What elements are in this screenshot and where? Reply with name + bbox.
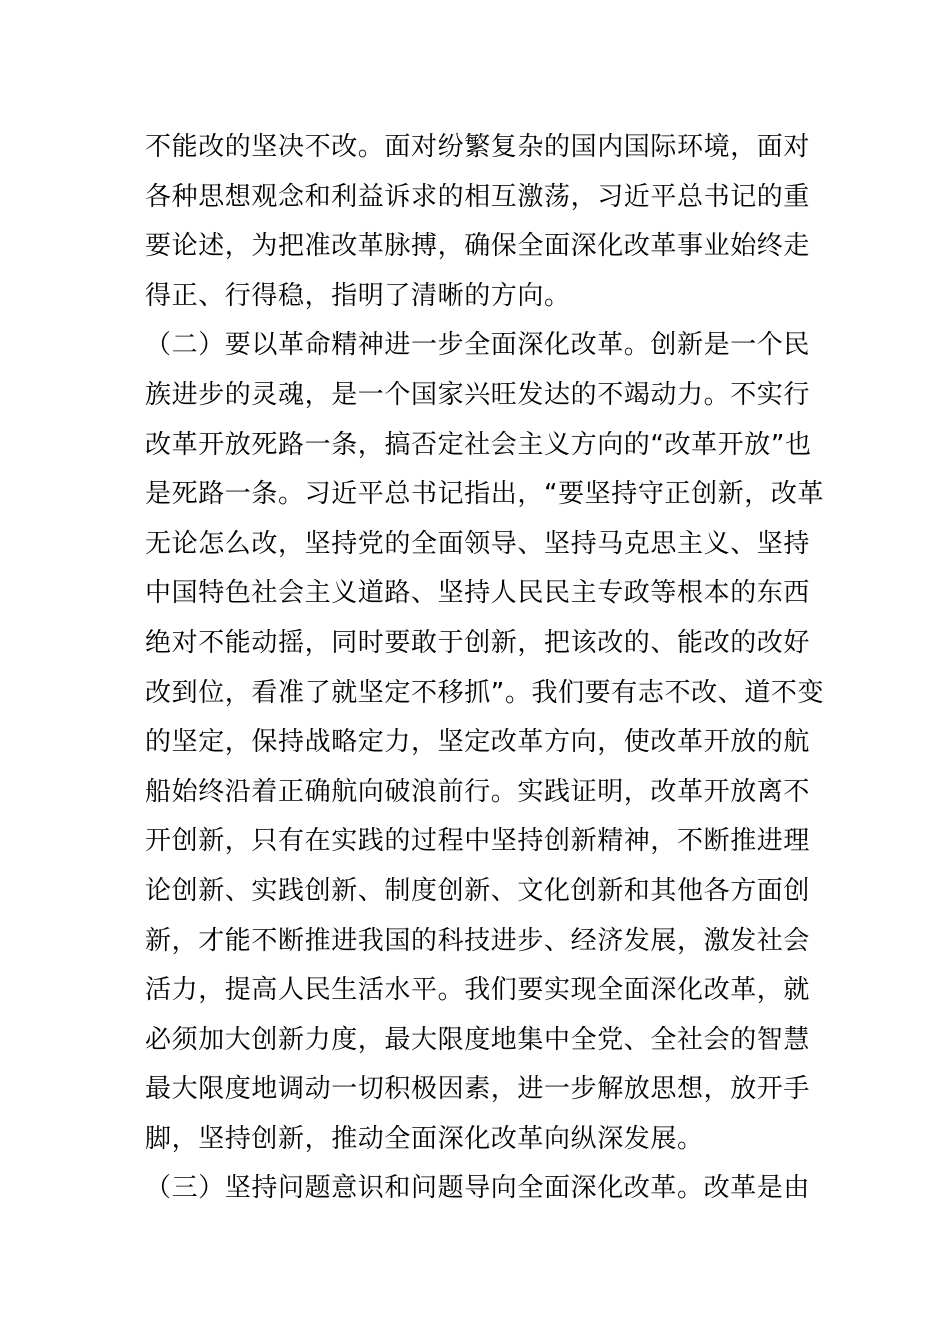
- text-line: 不能改的坚决不改。面对纷繁复杂的国内国际环境，面对: [145, 132, 811, 162]
- text-line: 的坚定，保持战略定力，坚定改革方向，使改革开放的航: [145, 727, 811, 758]
- text-line: 船始终沿着正确航向破浪前行。实践证明，改革开放离不: [145, 776, 811, 807]
- text-line: 得正、行得稳，指明了清晰的方向。: [145, 280, 571, 311]
- section-heading-line: （三）坚持问题意识和问题导向全面深化改革。改革是由: [145, 1173, 811, 1204]
- text-line: 族进步的灵魂，是一个国家兴旺发达的不竭动力。不实行: [145, 379, 811, 410]
- text-line: 各种思想观念和利益诉求的相互激荡，习近平总书记的重: [145, 181, 811, 212]
- text-line: 论创新、实践创新、制度创新、文化创新和其他各方面创: [145, 875, 811, 906]
- text-line: 脚，坚持创新，推动全面深化改革向纵深发展。: [145, 1123, 704, 1154]
- text-line: 必须加大创新力度，最大限度地集中全党、全社会的智慧: [145, 1024, 811, 1055]
- text-line: 要论述，为把准改革脉搏，确保全面深化改革事业始终走: [145, 231, 811, 262]
- text-line: 是死路一条。习近平总书记指出，“要坚持守正创新，改革: [145, 479, 825, 510]
- text-line: 无论怎么改，坚持党的全面领导、坚持马克思主义、坚持: [145, 528, 811, 559]
- text-line: 新，才能不断推进我国的科技进步、经济发展，激发社会: [145, 925, 811, 956]
- text-line: 改革开放死路一条，搞否定社会主义方向的“改革开放”也: [145, 429, 812, 460]
- text-line: 中国特色社会主义道路、坚持人民民主专政等根本的东西: [145, 578, 811, 609]
- text-line: 改到位，看准了就坚定不移抓”。我们要有志不改、道不变: [145, 677, 825, 708]
- text-line: 开创新，只有在实践的过程中坚持创新精神，不断推进理: [145, 826, 811, 857]
- text-line: 活力，提高人民生活水平。我们要实现全面深化改革，就: [145, 975, 811, 1006]
- section-heading-line: （二）要以革命精神进一步全面深化改革。创新是一个民: [145, 330, 811, 361]
- text-line: 最大限度地调动一切积极因素，进一步解放思想，放开手: [145, 1074, 811, 1105]
- body-text: [145, 123, 825, 1214]
- text-line: 绝对不能动摇，同时要敢于创新，把该改的、能改的改好: [145, 627, 811, 658]
